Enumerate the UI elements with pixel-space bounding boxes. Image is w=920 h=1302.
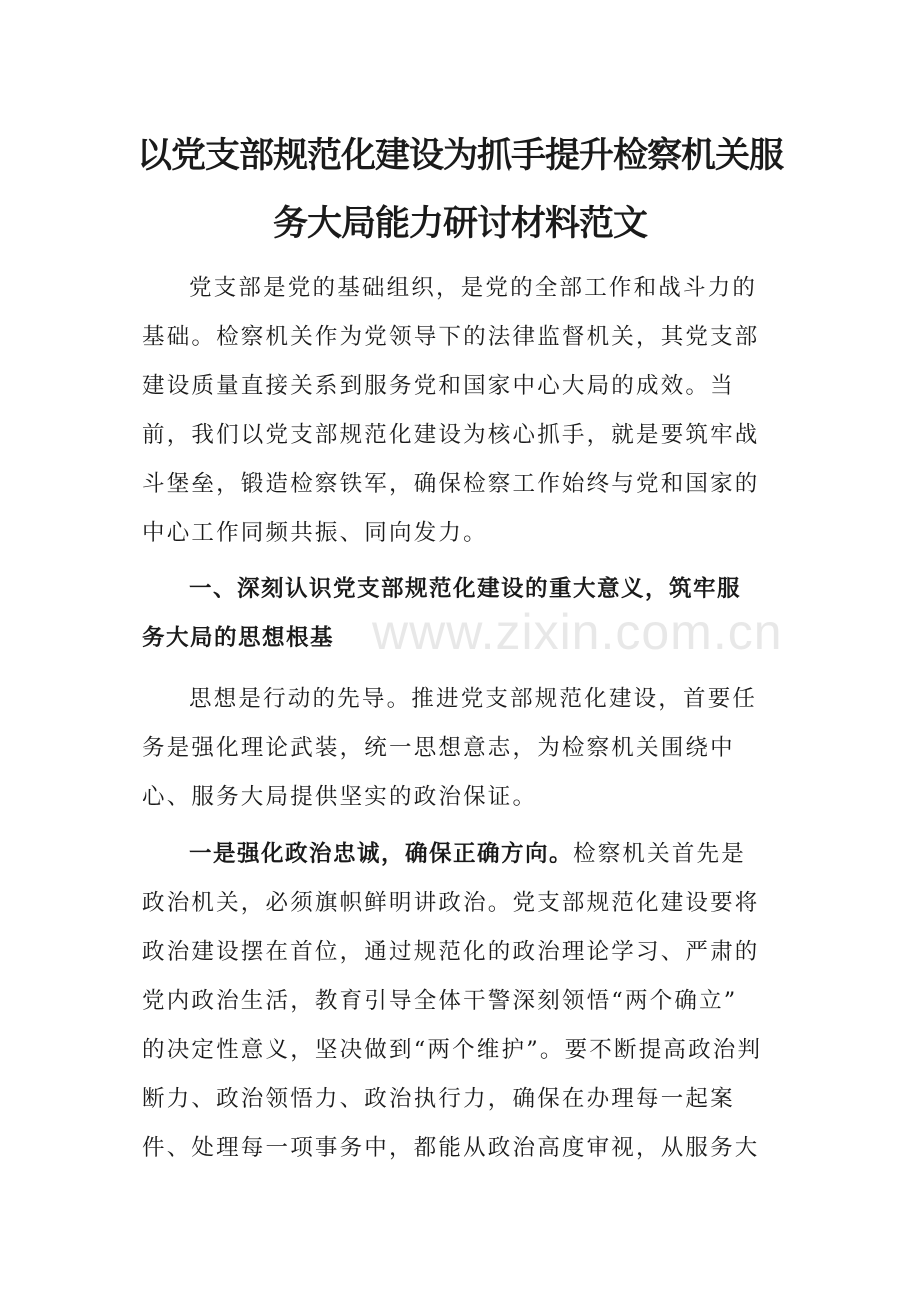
watermark: www.zixin.com.cn <box>372 604 783 660</box>
text-line: 中心工作同频共振、同向发力。 <box>142 520 488 546</box>
text-span: 检察机关首先是 <box>573 841 746 867</box>
text-line <box>142 830 782 879</box>
text-line: 政治建设摆在首位，通过规范化的政治理论学习、严肃的 <box>142 939 760 965</box>
text-line: 思想是行动的先导。推进党支部规范化建设，首要任 <box>189 686 758 712</box>
document-title-line-1: 以党支部规范化建设为抓手提升检察机关服 <box>136 136 783 176</box>
document-title-line-2: 务大局能力研讨材料范文 <box>272 204 647 244</box>
text-line: 务是强化理论武装，统一思想意志，为检察机关围绕中 <box>142 735 735 761</box>
text-line: 斗堡垒，锻造检察铁军，确保检察工作始终与党和国家的 <box>142 471 760 497</box>
text-line: 心、服务大局提供坚实的政治保证。 <box>142 784 538 810</box>
text-line: 前，我们以党支部规范化建设为核心抓手，就是要筑牢战 <box>142 422 760 448</box>
paragraph-intro <box>142 264 782 558</box>
text-line: 党内政治生活，教育引导全体干警深刻领悟“两个确立” <box>142 988 738 1014</box>
text-line: 件、处理每一项事务中，都能从政治高度审视，从服务大 <box>142 1135 760 1161</box>
heading-line: 一、深刻认识党支部规范化建设的重大意义，筑牢服 <box>189 576 742 602</box>
paragraph-thought <box>142 675 782 822</box>
heading-line: 务大局的思想根基 <box>142 625 335 651</box>
text-line: 建设质量直接关系到服务党和国家中心大局的成效。当 <box>142 373 735 399</box>
text-line: 的决定性意义，坚决做到“两个维护”。要不断提高政治判 <box>142 1037 763 1063</box>
text-line: 断力、政治领悟力、政治执行力，确保在办理每一起案 <box>142 1086 735 1112</box>
text-line: 政治机关，必须旗帜鲜明讲政治。党支部规范化建设要将 <box>142 890 760 916</box>
paragraph-political-loyalty <box>142 830 782 1173</box>
text-line: 基础。检察机关作为党领导下的法律监督机关，其党支部 <box>142 324 760 350</box>
text-line: 党支部是党的基础组织，是党的全部工作和战斗力的 <box>189 275 758 301</box>
bold-lead: 一是强化政治忠诚，确保正确方向。 <box>189 841 574 867</box>
